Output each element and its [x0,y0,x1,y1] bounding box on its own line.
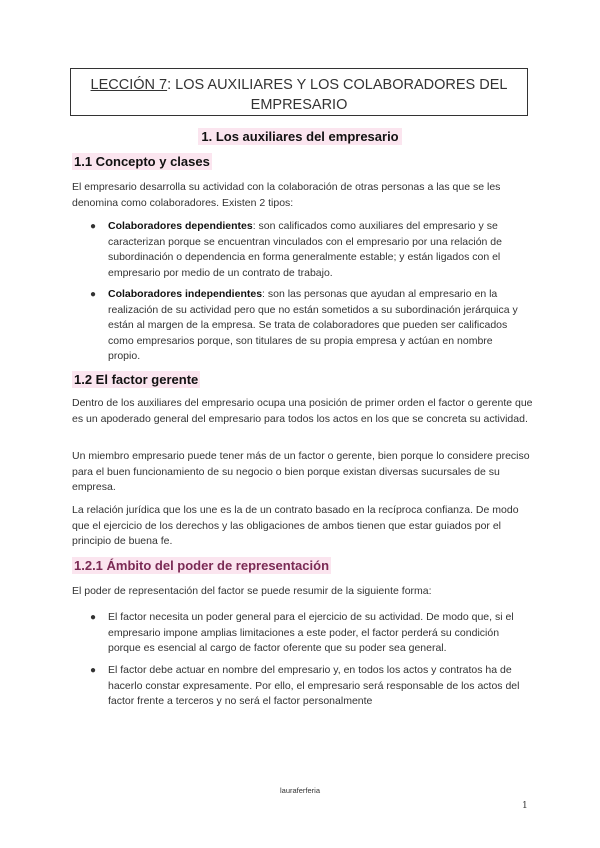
bullet-dot: ● [90,221,97,232]
heading-1-2: 1.2 El factor gerente [74,372,199,387]
list-item-text: : son las personas que ayudan al empresario en la realización de su actividad pero que no están sometidos a su subordinación jerárquica y están al margen de la empresa. Se trata de colaboradores que pueden ser calificados como empresarios porque, son titulares de su propia empresa y actúan en nombre propio. [108,288,518,362]
heading-1-1: 1.1 Concepto y clases [74,154,210,169]
footer-author: lauraferferia [279,786,321,795]
paragraph-1-2-c: La relación jurídica que los une es la de un contrato basado en la recíproca confianza. De modo que el ejercicio de los derechos y las obligaciones de ambos tienen que estar guiados por el principio de buena fe. [72,504,519,547]
heading-1-wrapper [0,128,600,146]
heading-1-2-1: 1.2.1 Ámbito del poder de representación [74,558,330,573]
bullet-dot: ● [90,289,97,300]
lesson-title-rest: : LOS AUXILIARES Y LOS COLABORADORES DEL [167,77,508,93]
list-item-bold: Colaboradores dependientes [108,220,253,232]
heading-1: 1. Los auxiliares del empresario [198,128,401,145]
page-number: 1 [522,801,528,811]
list-item-independientes [108,287,526,365]
lesson-number: LECCIÓN 7 [90,77,168,93]
list-item-nombre-empresario: El factor debe actuar en nombre del empresario y, en todos los actos y contratos ha de hacerlo constar expresamente. Por ello, el empresario será responsable de los actos del factor frente a terceros y no será el factor personalmente [108,664,520,707]
paragraph-1-2-b: Un miembro empresario puede tener más de un factor o gerente, bien porque lo considere preciso para el buen funcionamiento de su negocio o bien porque existan diversas sucursales de su empresa. [72,450,530,493]
paragraph-1-2-1-intro: El poder de representación del factor se puede resumir de la siguiente forma: [72,585,432,597]
bullet-dot: ● [90,612,97,623]
lesson-title-line2: EMPRESARIO [250,97,348,113]
paragraph-1-1-intro: El empresario desarrolla su actividad con la colaboración de otras personas a las que se les denomina como colaboradores. Existen 2 tipos: [72,181,501,209]
paragraph-1-2-a: Dentro de los auxiliares del empresario ocupa una posición de primer orden el factor o gerente que es un apoderado general del empresario para todos los actos en los que se concreta su actividad. [72,397,533,425]
lesson-title-box [70,68,528,116]
list-item-bold: Colaboradores independientes [108,288,263,300]
list-item-poder-general: El factor necesita un poder general para el ejercicio de su actividad. De modo que, si el empresario impone amplias limitaciones a este poder, el factor perderá su condición porque es esencial al cargo de factor oferente que su poder sea general. [108,611,514,654]
list-item-dependientes [108,219,526,281]
list-item-text: : son calificados como auxiliares del empresario y se caracterizan porque se encuentran vinculados con el empresario por una relación de subordinación o dependencia en forma generalmente estable; y están ligados con el empresario por medio de un contrato de trabajo. [108,220,502,279]
bullet-dot: ● [90,665,97,676]
